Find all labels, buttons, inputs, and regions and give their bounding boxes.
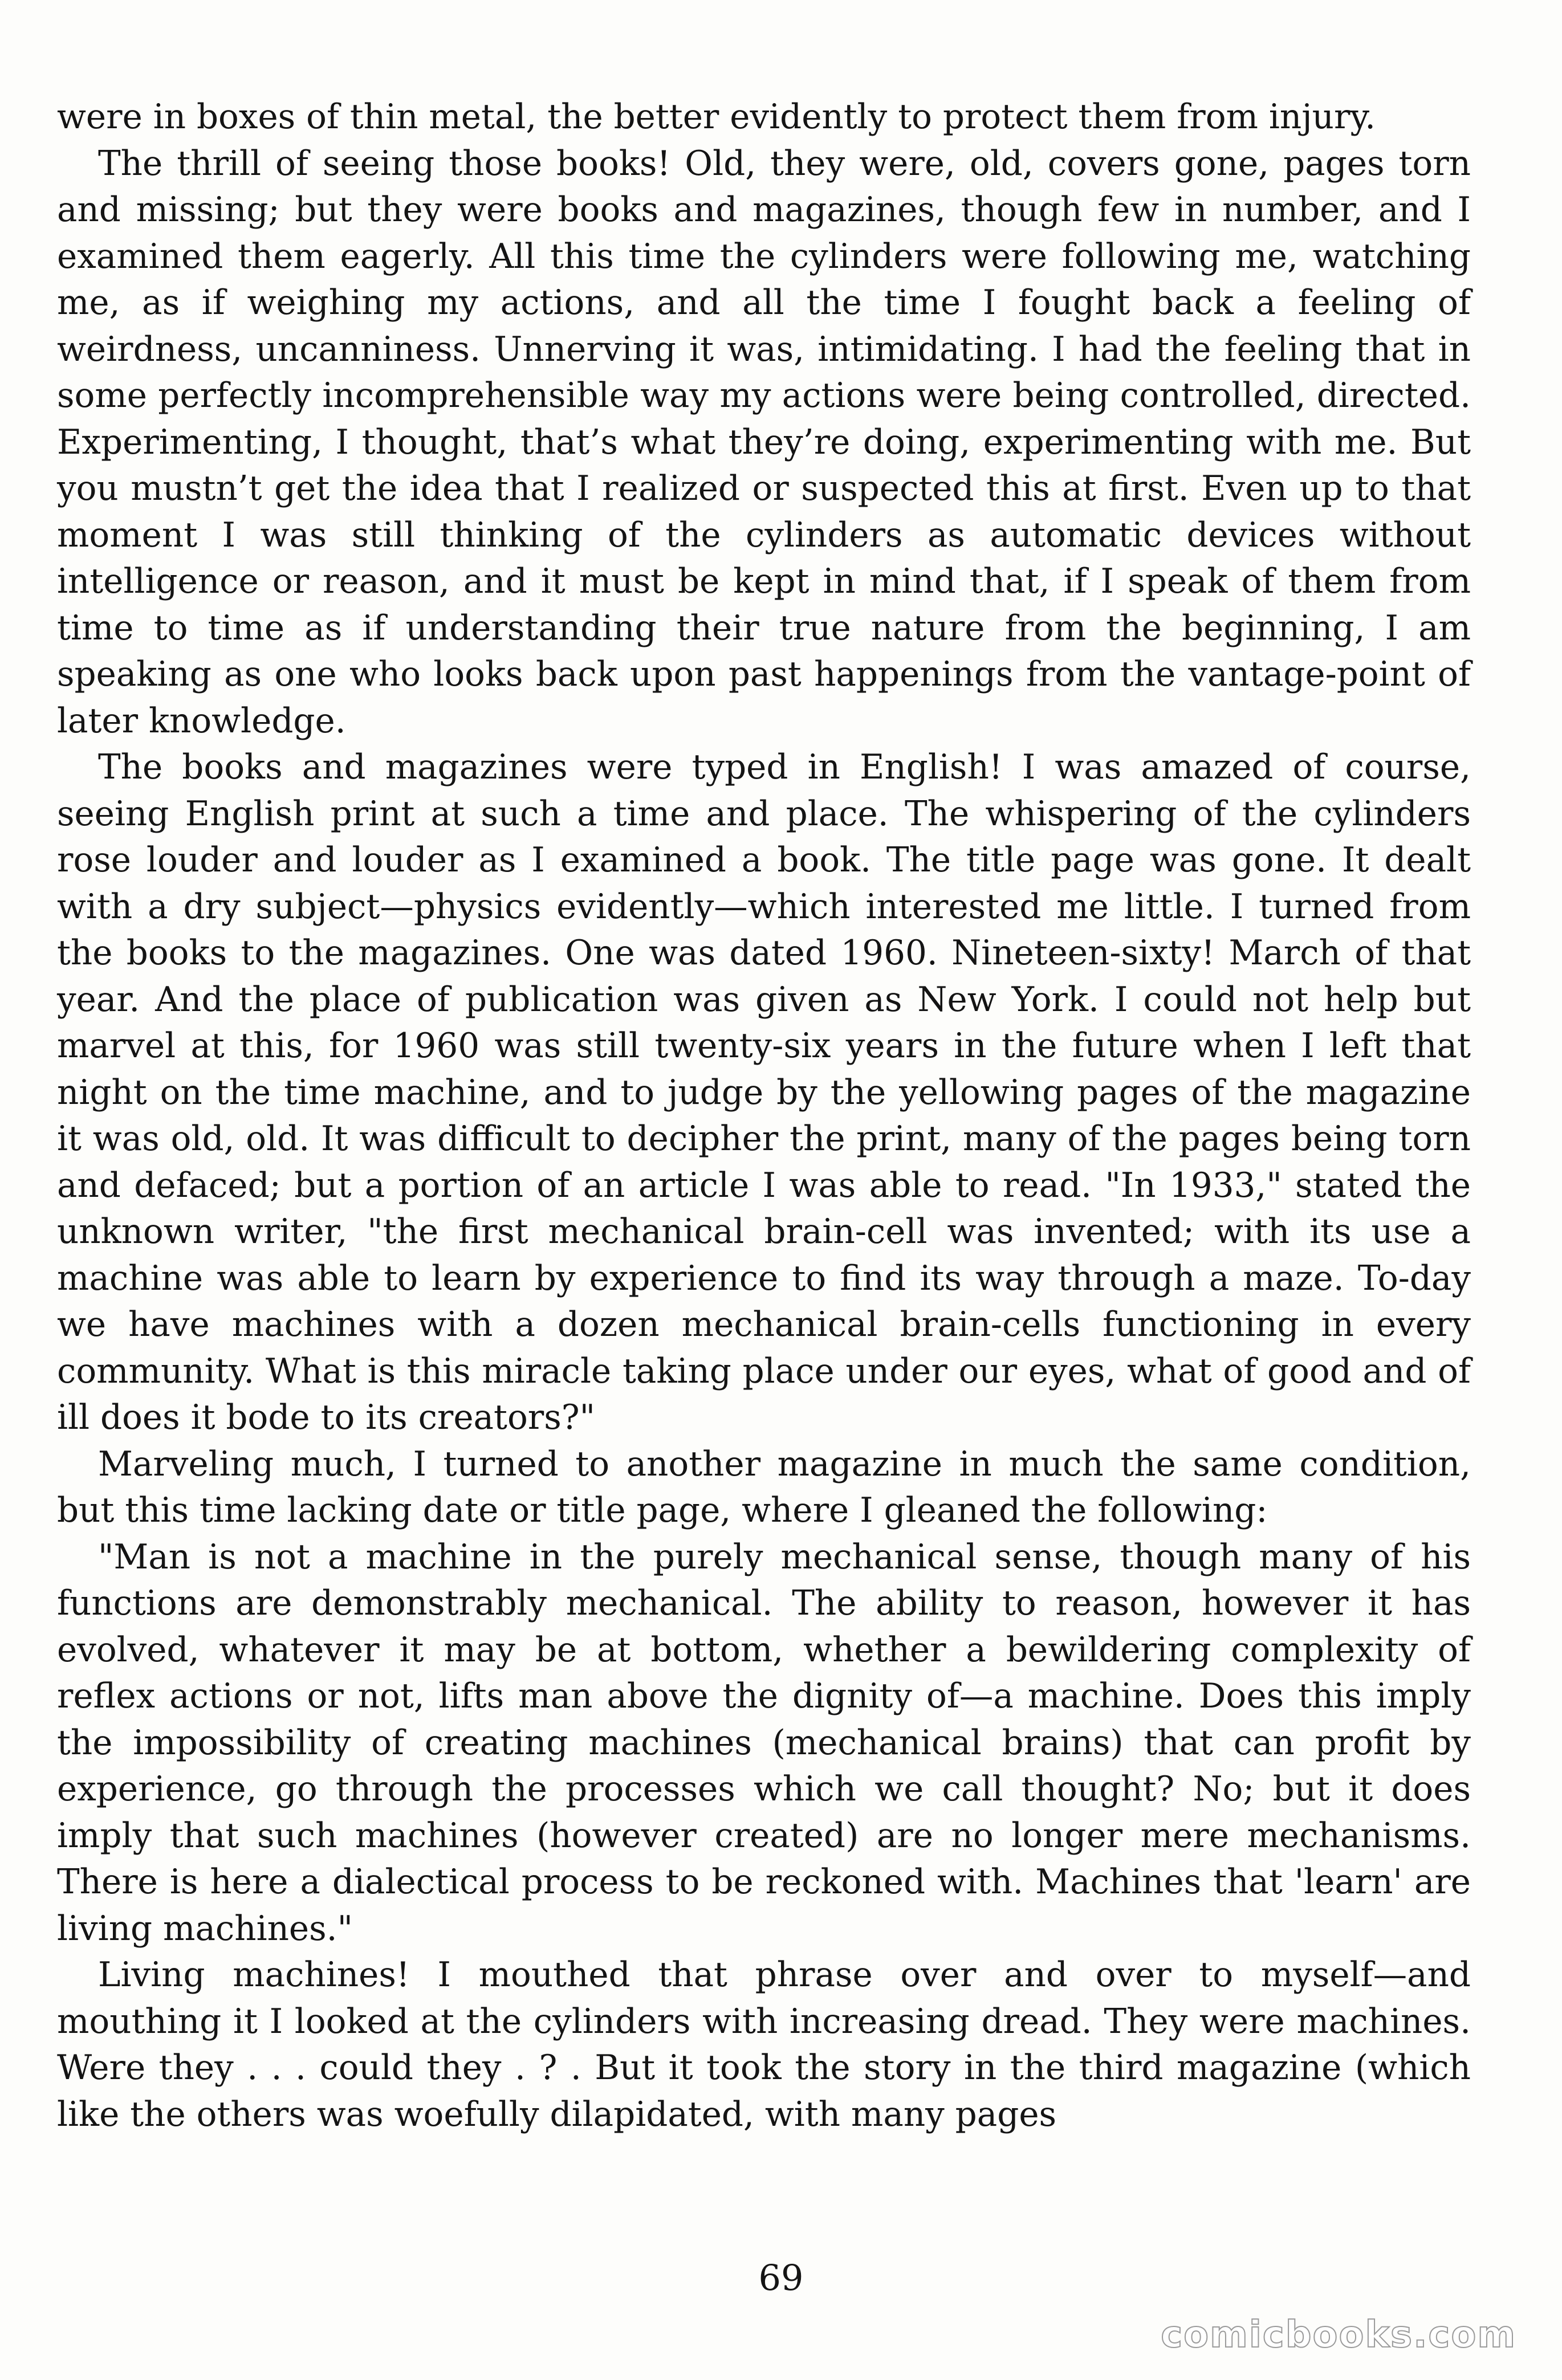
paragraph-5-quote: "Man is not a machine in the purely mechanical sense, though many of his functions are demonstrably mechanical. The ability to reason, however it has evolved, whatever it may be at bottom, whether a bewildering complexity of reflex actions or not, lifts man above the dignity of—a machine. Does this imply the impossibility of creating machines (mechanical brains) that can profit by experience, go through the processes which we call thought? No; but it does imply that such machines (however created) are no longer mere mechanisms. There is here a dialectical process to be reckoned with. Machines that 'learn' are living machines." <box>57 1537 1471 1949</box>
paragraph-1: were in boxes of thin metal, the better evidently to protect them from injury. <box>57 97 1376 137</box>
page-number: 69 <box>758 2257 804 2299</box>
paragraph-3: The books and magazines were typed in English! I was amazed of course, seeing English print at such a time and place. The whispering of the cylinders rose louder and louder as I examined a book. The title page was gone. It dealt with a dry subject—physics evidently—which interested me little. I turned from the books to the magazines. One was dated 1960. Nineteen-sixty! March of that year. And the place of publication was given as New York. I could not help but marvel at this, for 1960 was still twenty-six years in the future when I left that night on the time machine, and to judge by the yellowing pages of the magazine it was old, old. It was difficult to decipher the print, many of the pages being torn and defaced; but a portion of an article I was able to read. "In 1933," stated the unknown writer, "the first mechanical brain-cell was invented; with its use a machine was able to learn by experience to find its way through a maze. To-day we have machines with a dozen mechanical brain-cells functioning in every community. What is this miracle taking place under our eyes, what of good and of ill does it bode to its creators?" <box>57 748 1471 1437</box>
watermark: comicbooks.com <box>1161 2314 1516 2356</box>
paragraph-6: Living machines! I mouthed that phrase over and over to myself—and mouthing it I looked at the cylinders with increasing dread. They were machines. Were they . . . could they . ? . But it took the story in the third magazine (which like the others was woefully dilapidated, with many pages <box>57 1955 1471 2134</box>
body-text <box>57 94 1471 2138</box>
paragraph-2: The thrill of seeing those books! Old, they were, old, covers gone, pages torn and missing; but they were books and magazines, though few in number, and I examined them eagerly. All this time the cylinders were following me, watching me, as if weighing my actions, and all the time I fought back a feeling of weirdness, uncanniness. Unnerving it was, intimidating. I had the feeling that in some perfectly incomprehensible way my actions were being controlled, directed. Experimenting, I thought, that’s what they’re doing, experimenting with me. But you mustn’t get the idea that I realized or suspected this at first. Even up to that moment I was still thinking of the cylinders as automatic devices without intelligence or reason, and it must be kept in mind that, if I speak of them from time to time as if understanding their true nature from the beginning, I am speaking as one who looks back upon past happenings from the vantage-point of later knowledge. <box>57 144 1471 741</box>
paragraph-4: Marveling much, I turned to another magazine in much the same condition, but this time lacking date or title page, where I gleaned the following: <box>57 1444 1471 1530</box>
